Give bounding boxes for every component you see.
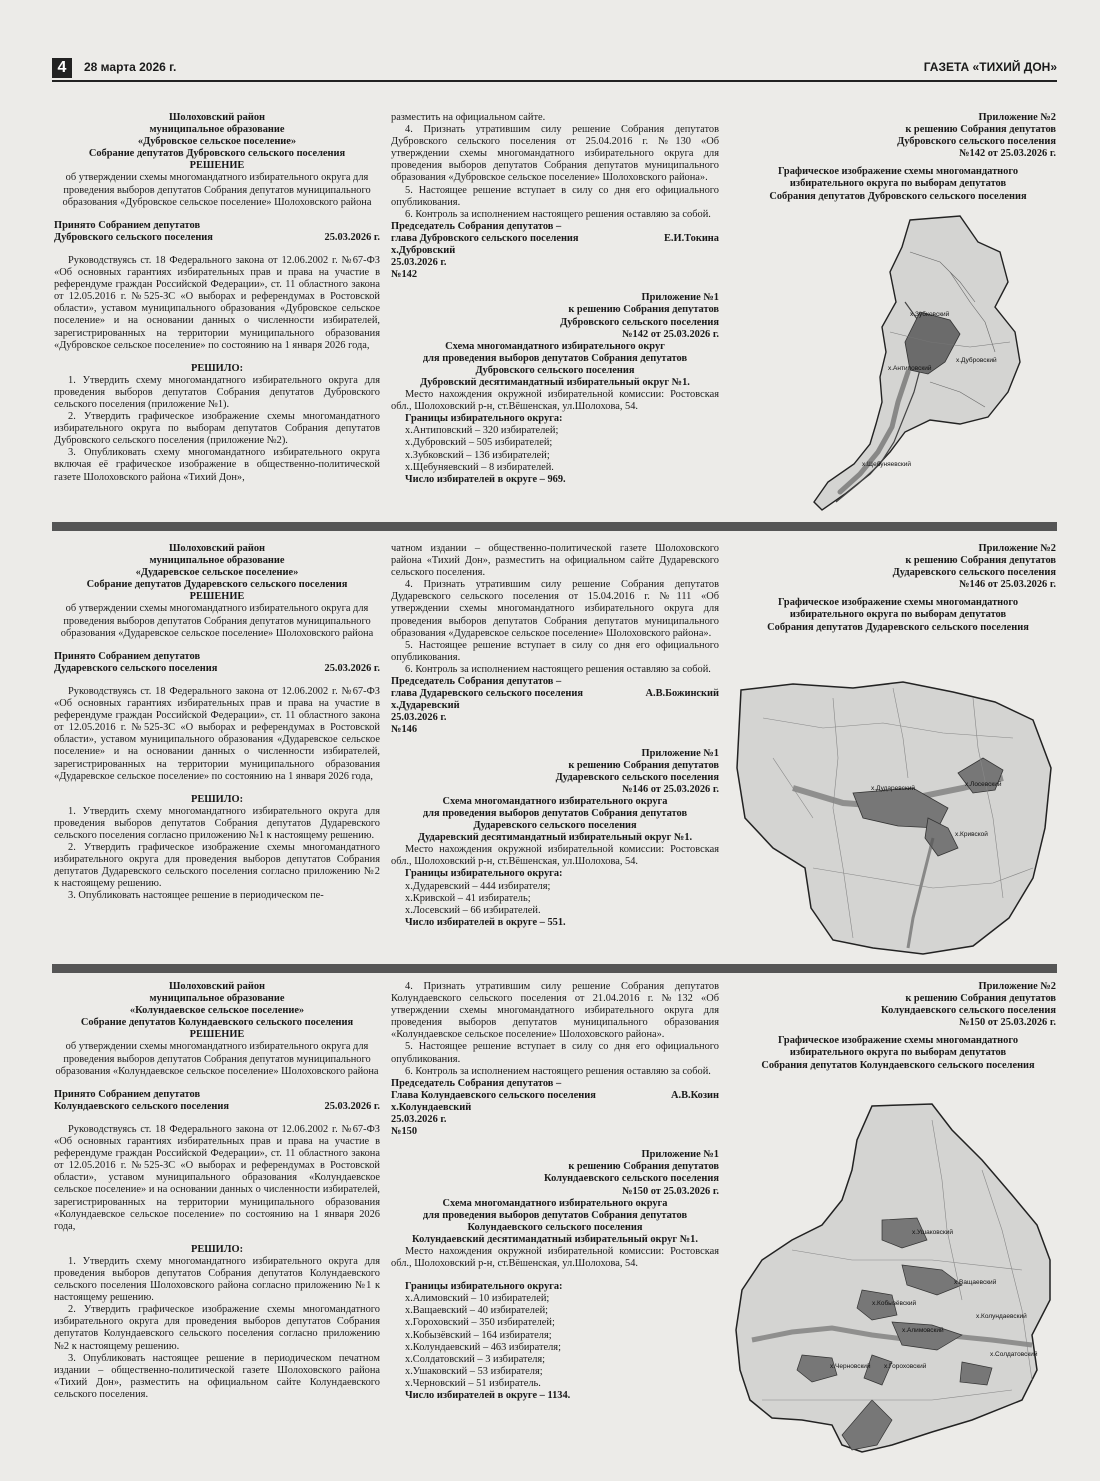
- appendix-number: №150 от 25.03.2026 г.: [622, 1185, 719, 1197]
- scheme-title-2: для проведения выборов депутатов Собрания депутатов: [422, 352, 688, 364]
- appendix-number: №142 от 25.03.2026 г.: [622, 328, 719, 340]
- signature-name: Е.И.Токина: [663, 232, 719, 244]
- decision-number: №142: [391, 269, 418, 281]
- appendix-title: Приложение №2: [978, 543, 1056, 554]
- resolved-heading: РЕШИЛО:: [190, 793, 244, 805]
- decision-item-5: 5. Настоящее решение вступает в силу со дня его официального опубликования.: [391, 639, 719, 663]
- decision-item-1: 1. Утвердить схему многомандатного избирательного округа для проведения выборов депутатов Собрания депутатов Колундаевского сельского поселения Шолоховского района согласно приложению №1 к настоящему решению.: [54, 1255, 380, 1304]
- mo-label: муниципальное образование: [149, 555, 285, 567]
- decision-item-4: 4. Признать утратившим силу решение Собрания депутатов Дударевского сельского поселения от 15.04.2016 г. №111 «Об утверждении схемы многомандатного избирательного округа для проведения выборов депутатов Собрания депутатов муниципального образования «Дударевское сельское поселение» Шолоховского района».: [391, 579, 719, 639]
- appendix-ref: к решению Собрания депутатов: [568, 759, 719, 771]
- map-label-losevsky: х.Лосевский: [965, 781, 1002, 788]
- decision-item-4: 4. Признать утратившим силу решение Собрания депутатов Колундаевского сельского поселения от 21.04.2016 г. №132 «Об утверждении схемы многомандатного избирательного округа для проведения выборов депутатов муниципального образования «Колундаевское сельское поселение» Шолоховского района».: [391, 981, 719, 1041]
- map-label-ushakovsky: х.Ушаковский: [912, 1229, 953, 1236]
- okrug-name: Дударевский десятимандатный избирательный округ №1.: [417, 832, 693, 844]
- voter-list-item: х.Гороховский – 350 избирателей;: [405, 1317, 555, 1329]
- signature-date: 25.03.2026 г.: [391, 1114, 447, 1126]
- map-label-soldatovsky: х.Солдатовский: [990, 1351, 1038, 1358]
- document-type: РЕШЕНИЕ: [189, 160, 245, 172]
- map-title-1: Графическое изображение схемы многомандатного: [777, 166, 1019, 178]
- scheme-title-1: Схема многомандатного избирательного округа: [442, 1197, 668, 1209]
- s2-decision-column: [54, 543, 380, 903]
- decision-item-1: 1. Утвердить схему многомандатного избирательного округа для проведения выборов депутатов Собрания депутатов Дубровского сельского поселения (приложение №1).: [54, 374, 380, 410]
- signature-place: х.Дубровский: [391, 245, 456, 257]
- voter-list-item: х.Дубровский – 505 избирателей;: [405, 437, 553, 449]
- decision-item-3: 3. Опубликовать настоящее решение в периодическом печатном издании – общественно-политической газете Шолоховского района «Тихий Дон», разместить на официальном сайте Колундаевского сельского поселения.: [54, 1352, 380, 1400]
- signature-title: Председатель Собрания депутатов –: [391, 676, 562, 688]
- dubrovskoe-map: [810, 212, 1030, 517]
- s2-appendix1-column: [391, 543, 719, 929]
- signature-role: глава Дубровского сельского поселения: [391, 232, 579, 244]
- boundaries-heading: Границы избирательного округа:: [405, 1281, 563, 1293]
- decision-item-2: 2. Утвердить графическое изображение схемы многомандатного избирательного округа по выборам депутатов Собрания депутатов Дубровского сельского поселения (приложение №2).: [54, 411, 380, 447]
- assembly-name: Собрание депутатов Колундаевского сельского поселения: [80, 1017, 354, 1029]
- commission-location: Место нахождения окружной избирательной комиссии: Ростовская обл., Шолоховский р-н, ст.Вёшенская, ул.Шолохова, 54.: [391, 389, 719, 413]
- appendix-org: Дударевского сельского поселения: [555, 771, 719, 783]
- appendix-ref: к решению Собрания депутатов: [905, 124, 1056, 136]
- scheme-title-1: Схема многомандатного избирательного округа: [442, 795, 668, 807]
- appendix-ref: к решению Собрания депутатов: [905, 555, 1056, 567]
- voter-list-item: х.Солдатовский – 3 избирателя;: [405, 1353, 546, 1365]
- map-label-zubkovsky: х.Зубковский: [910, 311, 950, 318]
- adopted-label: Принято Собранием депутатов: [54, 219, 201, 231]
- s1-decision-column: [54, 112, 380, 484]
- scheme-title-2: для проведения выборов депутатов Собрания депутатов: [422, 807, 688, 819]
- scheme-title-3: Дубровского сельского поселения: [475, 364, 635, 376]
- appendix-title: Приложение №1: [641, 292, 719, 304]
- voter-list-item: х.Ващаевский – 40 избирателей;: [405, 1305, 549, 1317]
- adopted-by: Дубровского сельского поселения: [54, 231, 213, 243]
- appendix-title: Приложение №2: [978, 112, 1056, 123]
- signature-title: Председатель Собрания депутатов –: [391, 1077, 562, 1089]
- dudarevskoe-map: [733, 678, 1055, 960]
- preamble: Руководствуясь ст. 18 Федерального закона от 12.06.2002 г. №67-ФЗ «Об основных гарантиях избирательных прав и права на участие в референдуме граждан Российской Федерации», ст. 11 областного закона от 12.05.2016 г. №525-ЗС «О выборах и референдумах в Ростовской области», уставом муниципального образования «Колундаевское сельское поселение» и на основании данных о численности избирателей, зарегистрированных на территории муниципального образования «Колундаевское сельское поселение» по состоянию на 1 января 2026 года,: [54, 1123, 380, 1232]
- decision-item-1: 1. Утвердить схему многомандатного избирательного округа для проведения выборов депутатов Собрания депутатов Дударевского сельского поселения согласно приложению №1 к настоящему решению.: [54, 805, 380, 841]
- s3-decision-column: [54, 981, 380, 1401]
- decision-subject: об утверждении схемы многомандатного избирательного округа для проведения выборов депутатов Собрания депутатов муниципального образования «Дударевское сельское поселение» Шолоховского района: [60, 603, 374, 639]
- adopted-by: Дударевского сельского поселения: [54, 662, 218, 674]
- boundaries-heading: Границы избирательного округа:: [405, 413, 563, 425]
- page-number: 4: [52, 58, 72, 78]
- map-label-kolundaevsky: х.Колундаевский: [976, 1313, 1027, 1320]
- appendix-title: Приложение №1: [641, 1149, 719, 1161]
- voter-list-item: х.Лосевский – 66 избирателей.: [405, 904, 541, 916]
- decision-item-6: 6. Контроль за исполнением настоящего решения оставляю за собой.: [405, 208, 711, 220]
- adopted-date: 25.03.2026 г.: [324, 231, 380, 243]
- appendix-number: №150 от 25.03.2026 г.: [959, 1017, 1056, 1029]
- decision-item-5: 5. Настоящее решение вступает в силу со дня его официального опубликования.: [391, 1041, 719, 1065]
- appendix-ref: к решению Собрания депутатов: [568, 1161, 719, 1173]
- kolundaevskoe-map: [732, 1100, 1054, 1472]
- signature-date: 25.03.2026 г.: [391, 257, 447, 269]
- voter-total: Число избирателей в округе – 1134.: [405, 1390, 571, 1401]
- map-title-2: избирательного округа по выборам депутатов: [789, 609, 1007, 621]
- appendix-title: Приложение №2: [978, 981, 1056, 992]
- voter-list-item: х.Колундаевский – 463 избирателя;: [405, 1341, 561, 1353]
- appendix-org: Колундаевского сельского поселения: [544, 1173, 719, 1185]
- appendix-title: Приложение №1: [641, 747, 719, 759]
- voter-total: Число избирателей в округе – 551.: [405, 916, 566, 928]
- map-title-1: Графическое изображение схемы многомандатного: [777, 1035, 1019, 1047]
- mo-label: муниципальное образование: [149, 124, 285, 136]
- decision-item-3: 3. Опубликовать настоящее решение в периодическом пе-: [68, 890, 324, 902]
- district-name: Шолоховский район: [168, 112, 266, 123]
- decision-subject: об утверждении схемы многомандатного избирательного округа для проведения выборов депутатов Собрания депутатов муниципального образования «Дубровское сельское поселение» Шолоховского района: [62, 172, 372, 208]
- s3-appendix1-column: [391, 981, 719, 1402]
- map-label-antipovsky: х.Антиповский: [888, 365, 932, 372]
- okrug-name: Дубровский десятимандатный избирательный округ №1.: [420, 376, 690, 388]
- decision-item-6: 6. Контроль за исполнением настоящего решения оставляю за собой.: [405, 1065, 711, 1077]
- decision-subject: об утверждении схемы многомандатного избирательного округа для проведения выборов депутатов Собрания депутатов муниципального образования «Колундаевское сельское поселение» Шолоховского района: [55, 1041, 379, 1077]
- signature-title: Председатель Собрания депутатов –: [391, 220, 562, 232]
- signature-role: глава Дударевского сельского поселения: [391, 688, 583, 700]
- voter-list-item: х.Ушаковский – 53 избирателя;: [405, 1365, 543, 1377]
- district-name: Шолоховский район: [168, 981, 266, 992]
- appendix-org: Колундаевского сельского поселения: [881, 1005, 1056, 1017]
- voter-list-item: х.Щебуняевский – 8 избирателей.: [405, 461, 554, 473]
- appendix-ref: к решению Собрания депутатов: [905, 993, 1056, 1005]
- okrug-name: Колундаевский десятимандатный избирательный округ №1.: [412, 1233, 698, 1245]
- signature-place: х.Колундаевский: [391, 1101, 472, 1113]
- assembly-name: Собрание депутатов Дубровского сельского поселения: [88, 148, 346, 160]
- decision-item-4: 4. Признать утратившим силу решение Собрания депутатов Дубровского сельского поселения от 25.04.2016 г. №130 «Об утверждении схемы многомандатного избирательного округа для проведения выборов депутатов Собрания депутатов муниципального образования «Дубровское сельское поселение» Шолоховского района».: [391, 124, 719, 184]
- continued-text: разместить на официальном сайте.: [391, 112, 546, 123]
- map-title-1: Графическое изображение схемы многомандатного: [777, 597, 1019, 609]
- settlement-name: «Дударевское сельское поселение»: [135, 567, 299, 579]
- map-title-3: Собрания депутатов Дубровского сельского поселения: [769, 190, 1027, 202]
- map-title-2: избирательного округа по выборам депутатов: [789, 1047, 1007, 1059]
- voter-list-item: х.Дударевский – 444 избирателя;: [405, 880, 551, 892]
- scheme-title-2: для проведения выборов депутатов Собрания депутатов: [422, 1209, 688, 1221]
- adopted-date: 25.03.2026 г.: [324, 662, 380, 674]
- resolved-heading: РЕШИЛО:: [190, 1243, 244, 1255]
- adopted-label: Принято Собранием депутатов: [54, 650, 201, 662]
- signature-date: 25.03.2026 г.: [391, 712, 447, 724]
- voter-list-item: х.Алимовский – 10 избирателей;: [405, 1293, 550, 1305]
- signature-name: А.В.Козин: [671, 1089, 719, 1101]
- boundaries-heading: Границы избирательного округа:: [405, 868, 563, 880]
- adopted-by: Колундаевского сельского поселения: [54, 1100, 229, 1112]
- scheme-title-3: Колундаевского сельского поселения: [467, 1221, 643, 1233]
- document-type: РЕШЕНИЕ: [189, 591, 245, 603]
- signature-role: Глава Колундаевского сельского поселения: [391, 1089, 596, 1101]
- s2-appendix2-column: [740, 543, 1056, 634]
- decision-item-3: 3. Опубликовать схему многомандатного избирательного округа включая её графическое изображение в общественно-политической газете Шолоховского района «Тихий Дон»,: [54, 447, 380, 483]
- issue-date: 28 марта 2026 г.: [84, 60, 177, 74]
- scheme-title-1: Схема многомандатного избирательного округ: [445, 340, 665, 352]
- map-label-alimovsky: х.Алимовский: [902, 1327, 944, 1334]
- s1-appendix1-column: [391, 112, 719, 486]
- appendix-org: Дубровского сельского поселения: [897, 136, 1056, 148]
- map-title-3: Собрания депутатов Колундаевского сельского поселения: [761, 1059, 1035, 1071]
- district-name: Шолоховский район: [168, 543, 266, 554]
- commission-location: Место нахождения окружной избирательной комиссии: Ростовская обл., Шолоховский р-н, ст.Вёшенская, ул.Шолохова, 54.: [391, 844, 719, 868]
- map-label-gorokhovsky: х.Гороховский: [884, 1363, 927, 1370]
- appendix-number: №142 от 25.03.2026 г.: [959, 148, 1056, 160]
- signature-place: х.Дударевский: [391, 700, 460, 712]
- decision-item-2: 2. Утвердить графическое изображение схемы многомандатного избирательного округа для проведения выборов депутатов Собрания депутатов Дударевского сельского поселения согласно приложению №2 к настоящему решению.: [54, 842, 380, 890]
- section-divider: [52, 964, 1057, 973]
- signature-name: А.В.Божинский: [645, 688, 719, 700]
- decision-number: №146: [391, 724, 418, 736]
- appendix-number: №146 от 25.03.2026 г.: [959, 579, 1056, 591]
- resolved-heading: РЕШИЛО:: [190, 362, 244, 374]
- decision-item-6: 6. Контроль за исполнением настоящего решения оставляю за собой.: [405, 663, 711, 675]
- preamble: Руководствуясь ст. 18 Федерального закона от 12.06.2002 г. №67-ФЗ «Об основных гарантиях избирательных прав и права на участие в референдуме граждан Российской Федерации», ст. 11 областного закона от 12.05.2016 г. №525-ЗС «О выборах и референдумах в Ростовской области», уставом муниципального образования «Дударевское сельское поселение» и на основании данных о численности избирателей, зарегистрированных на территории муниципального образования «Дударевское сельское поселение» по состоянию на 1 января 2026 года,: [54, 685, 380, 782]
- continued-text: чатном издании – общественно-политической газете Шолоховского района «Тихий Дон», разместить на официальном сайте Дударевского сельского поселения.: [391, 543, 719, 579]
- preamble: Руководствуясь ст. 18 Федерального закона от 12.06.2002 г. №67-ФЗ «Об основных гарантиях избирательных прав и права на участие в референдуме граждан Российской Федерации», ст. 11 областного закона от 12.05.2016 г. №525-ЗС «О выборах и референдумах в Ростовской области», уставом муниципального образования «Дубровское сельское поселение» и на основании данных о численности избирателей, зарегистрированных на территории муниципального образования «Дубровское сельское поселение» по состоянию на 1 января 2026 года,: [54, 254, 380, 351]
- adopted-date: 25.03.2026 г.: [324, 1100, 380, 1112]
- map-label-kobyzevsky: х.Кобызёвский: [872, 1300, 917, 1307]
- appendix-org: Дубровского сельского поселения: [560, 316, 719, 328]
- document-type: РЕШЕНИЕ: [189, 1029, 245, 1041]
- s3-appendix2-column: [740, 981, 1056, 1072]
- voter-list-item: х.Кобызёвский – 164 избирателя;: [405, 1329, 552, 1341]
- map-title-2: избирательного округа по выборам депутатов: [789, 178, 1007, 190]
- mo-label: муниципальное образование: [149, 993, 285, 1005]
- voter-list-item: х.Кривской – 41 избиратель;: [405, 892, 531, 904]
- settlement-name: «Колундаевское сельское поселение»: [129, 1005, 305, 1017]
- appendix-ref: к решению Собрания депутатов: [568, 304, 719, 316]
- map-label-dudarevsky: х.Дударевский: [871, 785, 916, 792]
- map-title-3: Собрания депутатов Дударевского сельского поселения: [767, 621, 1029, 633]
- assembly-name: Собрание депутатов Дударевского сельского поселения: [86, 579, 348, 591]
- map-label-dubrovsky: х.Дубровский: [956, 357, 997, 364]
- section-divider: [52, 522, 1057, 531]
- appendix-org: Дударевского сельского поселения: [892, 567, 1056, 579]
- map-label-vaschaevsky: х.Ващаевский: [954, 1279, 997, 1286]
- s1-appendix2-column: [740, 112, 1056, 203]
- settlement-name: «Дубровское сельское поселение»: [137, 136, 297, 148]
- scheme-title-3: Дударевского сельского поселения: [473, 820, 637, 832]
- adopted-label: Принято Собранием депутатов: [54, 1088, 201, 1100]
- decision-item-5: 5. Настоящее решение вступает в силу со дня его официального опубликования.: [391, 184, 719, 208]
- map-label-chernovsky: х.Черновский: [830, 1363, 871, 1370]
- decision-number: №150: [391, 1126, 418, 1138]
- voter-total: Число избирателей в округе – 969.: [405, 473, 566, 485]
- page-header: [52, 58, 1057, 82]
- voter-list-item: х.Зубковский – 136 избирателей;: [405, 449, 550, 461]
- commission-location: Место нахождения окружной избирательной комиссии: Ростовская обл., Шолоховский р-н, ст.Вёшенская, ул.Шолохова, 54.: [391, 1245, 719, 1270]
- voter-list-item: х.Черновский – 51 избиратель.: [405, 1377, 541, 1389]
- decision-item-2: 2. Утвердить графическое изображение схемы многомандатного избирательного округа для проведения выборов депутатов Собрания депутатов Колундаевского сельского поселения согласно приложению №2 к настоящему решению.: [54, 1304, 380, 1352]
- map-label-schebunyaevsky: х.Щебуняевский: [862, 461, 911, 468]
- map-label-krivskoy: х.Кривской: [955, 831, 988, 838]
- voter-list-item: х.Антиповский – 320 избирателей;: [405, 425, 559, 437]
- appendix-number: №146 от 25.03.2026 г.: [622, 783, 719, 795]
- newspaper-name: ГАЗЕТА «ТИХИЙ ДОН»: [923, 60, 1057, 74]
